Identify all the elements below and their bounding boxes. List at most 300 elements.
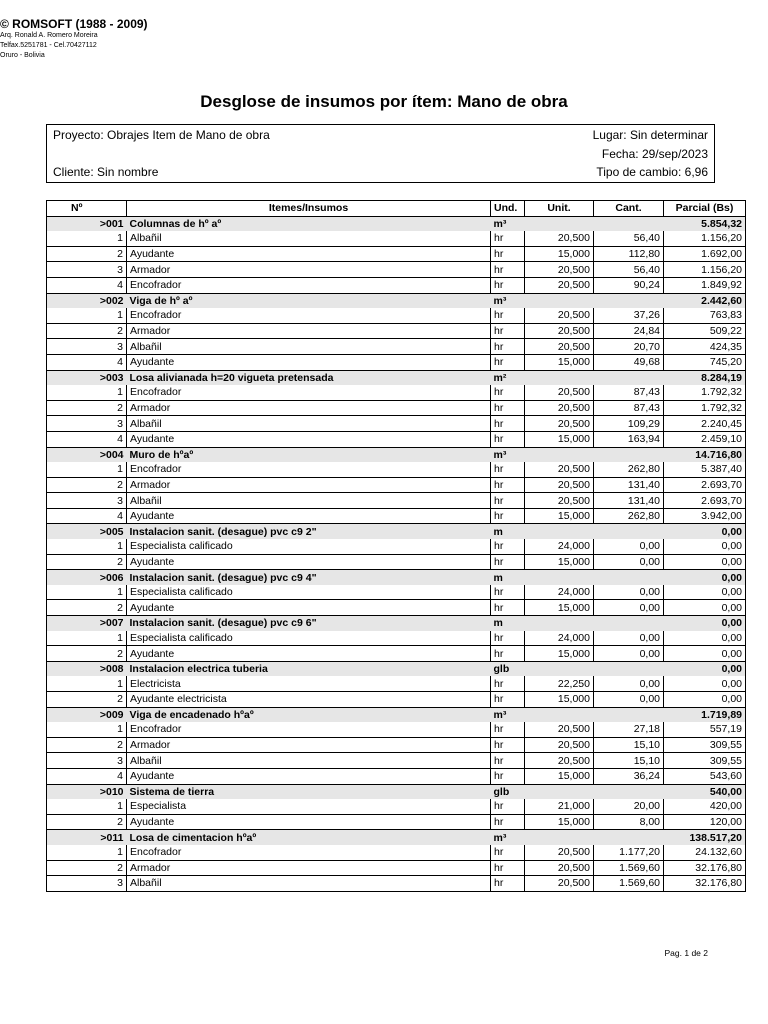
row-number: 1 xyxy=(47,676,127,691)
item-row xyxy=(47,707,746,722)
row-quantity: 87,43 xyxy=(594,400,664,416)
row-number: 1 xyxy=(47,385,127,400)
row-unit-measure: hr xyxy=(491,722,525,737)
input-row xyxy=(47,262,746,278)
row-unit-price: 20,500 xyxy=(525,477,594,493)
item-code: >008 xyxy=(47,661,127,676)
row-unit-measure: hr xyxy=(491,385,525,400)
row-partial: 763,83 xyxy=(664,308,746,323)
row-unit-measure: hr xyxy=(491,585,525,600)
row-quantity: 49,68 xyxy=(594,354,664,370)
row-description: Encofrador xyxy=(127,845,491,860)
row-unit-price: 20,500 xyxy=(525,323,594,339)
row-unit-price: 20,500 xyxy=(525,860,594,876)
item-unit-price xyxy=(525,661,594,676)
item-unit-measure: m xyxy=(491,570,525,585)
row-unit-measure: hr xyxy=(491,416,525,432)
input-row xyxy=(47,493,746,509)
row-quantity: 0,00 xyxy=(594,585,664,600)
location: Lugar: Sin determinar xyxy=(592,128,708,142)
page-number: Pag. 1 de 2 xyxy=(664,948,708,958)
row-unit-measure: hr xyxy=(491,400,525,416)
row-quantity: 36,24 xyxy=(594,768,664,784)
item-code: >001 xyxy=(47,216,127,231)
row-number: 4 xyxy=(47,354,127,370)
item-row xyxy=(47,216,746,231)
row-unit-measure: hr xyxy=(491,262,525,278)
item-unit-measure: m³ xyxy=(491,293,525,308)
input-row xyxy=(47,753,746,769)
row-description: Albañil xyxy=(127,493,491,509)
input-row xyxy=(47,385,746,400)
input-row xyxy=(47,585,746,600)
row-unit-measure: hr xyxy=(491,692,525,708)
row-description: Encofrador xyxy=(127,308,491,323)
row-quantity: 0,00 xyxy=(594,646,664,662)
project-info-box xyxy=(46,124,715,183)
row-unit-price: 15,000 xyxy=(525,646,594,662)
input-row xyxy=(47,646,746,662)
input-row xyxy=(47,462,746,477)
item-description: Instalacion sanit. (desague) pvc c9 4" xyxy=(127,570,491,585)
row-description: Albañil xyxy=(127,876,491,892)
row-partial: 509,22 xyxy=(664,323,746,339)
row-partial: 1.156,20 xyxy=(664,262,746,278)
row-number: 2 xyxy=(47,814,127,830)
input-row xyxy=(47,339,746,355)
input-row xyxy=(47,876,746,892)
col-header-items: Itemes/Insumos xyxy=(127,201,491,217)
row-description: Encofrador xyxy=(127,277,491,293)
row-unit-price: 20,500 xyxy=(525,277,594,293)
item-description: Sistema de tierra xyxy=(127,784,491,799)
row-quantity: 163,94 xyxy=(594,431,664,447)
row-quantity: 0,00 xyxy=(594,600,664,616)
item-description: Viga de hº aº xyxy=(127,293,491,308)
row-unit-measure: hr xyxy=(491,799,525,814)
row-number: 2 xyxy=(47,477,127,493)
item-description: Muro de hºaº xyxy=(127,447,491,462)
row-description: Especialista calificado xyxy=(127,585,491,600)
input-row xyxy=(47,400,746,416)
row-unit-measure: hr xyxy=(491,308,525,323)
item-unit-price xyxy=(525,616,594,631)
item-unit-price xyxy=(525,707,594,722)
row-unit-price: 21,000 xyxy=(525,799,594,814)
row-unit-price: 20,500 xyxy=(525,262,594,278)
row-partial: 32.176,80 xyxy=(664,860,746,876)
row-partial: 0,00 xyxy=(664,631,746,646)
row-quantity: 262,80 xyxy=(594,462,664,477)
item-unit-measure: m³ xyxy=(491,447,525,462)
item-unit-measure: glb xyxy=(491,784,525,799)
row-unit-price: 20,500 xyxy=(525,722,594,737)
row-unit-price: 20,500 xyxy=(525,845,594,860)
row-description: Armador xyxy=(127,860,491,876)
item-quantity xyxy=(594,616,664,631)
row-unit-measure: hr xyxy=(491,860,525,876)
row-unit-price: 20,500 xyxy=(525,308,594,323)
row-description: Ayudante electricista xyxy=(127,692,491,708)
row-partial: 420,00 xyxy=(664,799,746,814)
item-code: >009 xyxy=(47,707,127,722)
item-unit-measure: m² xyxy=(491,370,525,385)
input-row xyxy=(47,554,746,570)
row-quantity: 37,26 xyxy=(594,308,664,323)
row-number: 3 xyxy=(47,876,127,892)
row-unit-measure: hr xyxy=(491,493,525,509)
row-unit-price: 20,500 xyxy=(525,385,594,400)
row-quantity: 131,40 xyxy=(594,493,664,509)
row-unit-measure: hr xyxy=(491,462,525,477)
col-header-unit-measure: Und. xyxy=(491,201,525,217)
row-description: Armador xyxy=(127,262,491,278)
input-row xyxy=(47,768,746,784)
row-number: 1 xyxy=(47,585,127,600)
row-description: Ayudante xyxy=(127,508,491,524)
item-unit-measure: m³ xyxy=(491,216,525,231)
row-unit-measure: hr xyxy=(491,539,525,554)
row-partial: 2.240,45 xyxy=(664,416,746,432)
row-number: 2 xyxy=(47,323,127,339)
row-unit-price: 15,000 xyxy=(525,554,594,570)
row-partial: 120,00 xyxy=(664,814,746,830)
row-quantity: 0,00 xyxy=(594,554,664,570)
item-quantity xyxy=(594,784,664,799)
row-partial: 32.176,80 xyxy=(664,876,746,892)
row-unit-measure: hr xyxy=(491,431,525,447)
date: Fecha: 29/sep/2023 xyxy=(601,147,708,161)
row-unit-price: 15,000 xyxy=(525,354,594,370)
project-name: Proyecto: Obrajes Item de Mano de obra xyxy=(53,128,270,142)
company-line-phone: Telfax.5251781 - Cel.70427112 xyxy=(0,42,97,49)
row-partial: 5.387,40 xyxy=(664,462,746,477)
item-quantity xyxy=(594,707,664,722)
item-quantity xyxy=(594,370,664,385)
row-partial: 1.692,00 xyxy=(664,246,746,262)
row-partial: 1.792,32 xyxy=(664,400,746,416)
item-row xyxy=(47,784,746,799)
row-unit-price: 22,250 xyxy=(525,676,594,691)
row-partial: 543,60 xyxy=(664,768,746,784)
row-number: 2 xyxy=(47,246,127,262)
row-number: 1 xyxy=(47,462,127,477)
row-unit-price: 20,500 xyxy=(525,493,594,509)
item-description: Viga de encadenado hºaº xyxy=(127,707,491,722)
item-unit-measure: m³ xyxy=(491,707,525,722)
row-unit-price: 20,500 xyxy=(525,416,594,432)
row-unit-price: 15,000 xyxy=(525,692,594,708)
row-unit-price: 15,000 xyxy=(525,768,594,784)
row-partial: 1.156,20 xyxy=(664,231,746,246)
row-unit-measure: hr xyxy=(491,231,525,246)
row-partial: 0,00 xyxy=(664,600,746,616)
row-description: Especialista xyxy=(127,799,491,814)
row-unit-measure: hr xyxy=(491,339,525,355)
item-unit-measure: m³ xyxy=(491,830,525,845)
item-partial: 2.442,60 xyxy=(664,293,746,308)
row-unit-measure: hr xyxy=(491,768,525,784)
item-row xyxy=(47,447,746,462)
company-header xyxy=(0,17,148,61)
item-row xyxy=(47,616,746,631)
item-code: >004 xyxy=(47,447,127,462)
exchange-rate: Tipo de cambio: 6,96 xyxy=(596,165,708,179)
item-quantity xyxy=(594,570,664,585)
item-code: >003 xyxy=(47,370,127,385)
row-partial: 0,00 xyxy=(664,585,746,600)
input-row xyxy=(47,799,746,814)
row-number: 2 xyxy=(47,554,127,570)
table-header-row xyxy=(47,201,746,217)
row-description: Armador xyxy=(127,400,491,416)
row-unit-measure: hr xyxy=(491,246,525,262)
item-unit-price xyxy=(525,784,594,799)
item-quantity xyxy=(594,293,664,308)
row-number: 3 xyxy=(47,753,127,769)
item-description: Instalacion sanit. (desague) pvc c9 6" xyxy=(127,616,491,631)
row-partial: 1.849,92 xyxy=(664,277,746,293)
row-quantity: 109,29 xyxy=(594,416,664,432)
row-description: Encofrador xyxy=(127,462,491,477)
item-unit-measure: m xyxy=(491,616,525,631)
row-unit-measure: hr xyxy=(491,277,525,293)
input-row xyxy=(47,722,746,737)
company-line-city: Oruro - Bolivia xyxy=(0,52,45,59)
item-code: >010 xyxy=(47,784,127,799)
row-unit-measure: hr xyxy=(491,323,525,339)
row-description: Electricista xyxy=(127,676,491,691)
col-header-partial: Parcial (Bs) xyxy=(664,201,746,217)
row-unit-price: 24,000 xyxy=(525,539,594,554)
row-quantity: 20,70 xyxy=(594,339,664,355)
input-row xyxy=(47,354,746,370)
input-row xyxy=(47,431,746,447)
row-unit-price: 15,000 xyxy=(525,508,594,524)
item-unit-price xyxy=(525,447,594,462)
item-description: Losa alivianada h=20 vigueta pretensada xyxy=(127,370,491,385)
row-unit-measure: hr xyxy=(491,646,525,662)
item-unit-price xyxy=(525,570,594,585)
input-row xyxy=(47,277,746,293)
item-partial: 8.284,19 xyxy=(664,370,746,385)
row-description: Ayudante xyxy=(127,814,491,830)
input-row xyxy=(47,692,746,708)
row-unit-measure: hr xyxy=(491,814,525,830)
row-number: 1 xyxy=(47,231,127,246)
row-partial: 2.459,10 xyxy=(664,431,746,447)
input-row xyxy=(47,860,746,876)
row-partial: 309,55 xyxy=(664,737,746,753)
row-number: 2 xyxy=(47,646,127,662)
client-name: Cliente: Sin nombre xyxy=(53,165,159,179)
row-unit-price: 20,500 xyxy=(525,400,594,416)
row-quantity: 131,40 xyxy=(594,477,664,493)
row-quantity: 0,00 xyxy=(594,692,664,708)
row-unit-measure: hr xyxy=(491,753,525,769)
report-title: Desglose de insumos por ítem: Mano de obra xyxy=(200,92,568,111)
row-description: Encofrador xyxy=(127,385,491,400)
item-row xyxy=(47,524,746,539)
item-description: Instalacion sanit. (desague) pvc c9 2" xyxy=(127,524,491,539)
row-partial: 3.942,00 xyxy=(664,508,746,524)
row-quantity: 90,24 xyxy=(594,277,664,293)
item-unit-price xyxy=(525,216,594,231)
row-description: Ayudante xyxy=(127,431,491,447)
row-number: 4 xyxy=(47,277,127,293)
item-row xyxy=(47,370,746,385)
row-partial: 0,00 xyxy=(664,539,746,554)
item-partial: 0,00 xyxy=(664,616,746,631)
row-unit-price: 20,500 xyxy=(525,231,594,246)
row-number: 1 xyxy=(47,799,127,814)
col-header-number: Nº xyxy=(47,201,127,217)
row-number: 3 xyxy=(47,262,127,278)
row-number: 1 xyxy=(47,539,127,554)
row-unit-price: 15,000 xyxy=(525,246,594,262)
row-number: 3 xyxy=(47,416,127,432)
row-partial: 309,55 xyxy=(664,753,746,769)
row-unit-price: 15,000 xyxy=(525,814,594,830)
row-number: 1 xyxy=(47,722,127,737)
row-number: 2 xyxy=(47,600,127,616)
item-description: Columnas de hº aº xyxy=(127,216,491,231)
row-description: Albañil xyxy=(127,753,491,769)
row-description: Ayudante xyxy=(127,768,491,784)
row-unit-price: 20,500 xyxy=(525,876,594,892)
row-partial: 0,00 xyxy=(664,692,746,708)
item-code: >006 xyxy=(47,570,127,585)
row-unit-price: 15,000 xyxy=(525,431,594,447)
item-unit-price xyxy=(525,293,594,308)
row-description: Armador xyxy=(127,737,491,753)
row-description: Ayudante xyxy=(127,600,491,616)
input-row xyxy=(47,676,746,691)
row-description: Albañil xyxy=(127,339,491,355)
item-row xyxy=(47,570,746,585)
row-number: 2 xyxy=(47,860,127,876)
row-number: 1 xyxy=(47,845,127,860)
row-number: 4 xyxy=(47,768,127,784)
row-partial: 557,19 xyxy=(664,722,746,737)
row-partial: 745,20 xyxy=(664,354,746,370)
input-row xyxy=(47,539,746,554)
row-quantity: 0,00 xyxy=(594,676,664,691)
item-partial: 138.517,20 xyxy=(664,830,746,845)
row-description: Armador xyxy=(127,323,491,339)
row-unit-measure: hr xyxy=(491,631,525,646)
row-quantity: 0,00 xyxy=(594,539,664,554)
row-description: Ayudante xyxy=(127,554,491,570)
row-quantity: 15,10 xyxy=(594,737,664,753)
input-row xyxy=(47,737,746,753)
row-number: 2 xyxy=(47,692,127,708)
item-partial: 0,00 xyxy=(664,570,746,585)
input-row xyxy=(47,631,746,646)
row-unit-measure: hr xyxy=(491,845,525,860)
input-row xyxy=(47,600,746,616)
item-quantity xyxy=(594,661,664,676)
row-partial: 1.792,32 xyxy=(664,385,746,400)
row-description: Especialista calificado xyxy=(127,631,491,646)
row-unit-price: 20,500 xyxy=(525,737,594,753)
item-partial: 0,00 xyxy=(664,524,746,539)
company-name: © ROMSOFT (1988 - 2009) xyxy=(0,17,148,31)
col-header-quantity: Cant. xyxy=(594,201,664,217)
row-quantity: 27,18 xyxy=(594,722,664,737)
row-unit-price: 24,000 xyxy=(525,631,594,646)
row-description: Encofrador xyxy=(127,722,491,737)
row-quantity: 20,00 xyxy=(594,799,664,814)
row-quantity: 112,80 xyxy=(594,246,664,262)
row-unit-price: 20,500 xyxy=(525,339,594,355)
row-description: Albañil xyxy=(127,416,491,432)
item-quantity xyxy=(594,447,664,462)
input-row xyxy=(47,845,746,860)
row-quantity: 0,00 xyxy=(594,631,664,646)
item-code: >011 xyxy=(47,830,127,845)
item-partial: 5.854,32 xyxy=(664,216,746,231)
row-description: Ayudante xyxy=(127,246,491,262)
row-quantity: 262,80 xyxy=(594,508,664,524)
row-description: Albañil xyxy=(127,231,491,246)
row-number: 4 xyxy=(47,431,127,447)
input-row xyxy=(47,308,746,323)
row-unit-measure: hr xyxy=(491,477,525,493)
row-unit-measure: hr xyxy=(491,354,525,370)
col-header-unit-price: Unit. xyxy=(525,201,594,217)
row-partial: 24.132,60 xyxy=(664,845,746,860)
item-code: >002 xyxy=(47,293,127,308)
row-description: Ayudante xyxy=(127,646,491,662)
row-partial: 0,00 xyxy=(664,676,746,691)
row-partial: 424,35 xyxy=(664,339,746,355)
item-quantity xyxy=(594,524,664,539)
row-number: 2 xyxy=(47,400,127,416)
input-row xyxy=(47,508,746,524)
row-unit-measure: hr xyxy=(491,676,525,691)
row-unit-price: 20,500 xyxy=(525,753,594,769)
input-row xyxy=(47,416,746,432)
item-partial: 1.719,89 xyxy=(664,707,746,722)
row-description: Ayudante xyxy=(127,354,491,370)
item-quantity xyxy=(594,216,664,231)
row-number: 1 xyxy=(47,631,127,646)
item-partial: 540,00 xyxy=(664,784,746,799)
row-partial: 0,00 xyxy=(664,554,746,570)
row-description: Especialista calificado xyxy=(127,539,491,554)
input-row xyxy=(47,477,746,493)
item-quantity xyxy=(594,830,664,845)
row-unit-measure: hr xyxy=(491,876,525,892)
row-number: 2 xyxy=(47,737,127,753)
row-unit-price: 20,500 xyxy=(525,462,594,477)
item-unit-price xyxy=(525,830,594,845)
item-row xyxy=(47,830,746,845)
item-code: >005 xyxy=(47,524,127,539)
row-unit-measure: hr xyxy=(491,737,525,753)
item-unit-measure: glb xyxy=(491,661,525,676)
item-description: Instalacion electrica tuberia xyxy=(127,661,491,676)
item-row xyxy=(47,293,746,308)
table-body xyxy=(47,216,746,891)
row-number: 3 xyxy=(47,493,127,509)
item-description: Losa de cimentacion hºaº xyxy=(127,830,491,845)
row-quantity: 56,40 xyxy=(594,262,664,278)
row-quantity: 24,84 xyxy=(594,323,664,339)
row-quantity: 1.177,20 xyxy=(594,845,664,860)
row-unit-measure: hr xyxy=(491,554,525,570)
